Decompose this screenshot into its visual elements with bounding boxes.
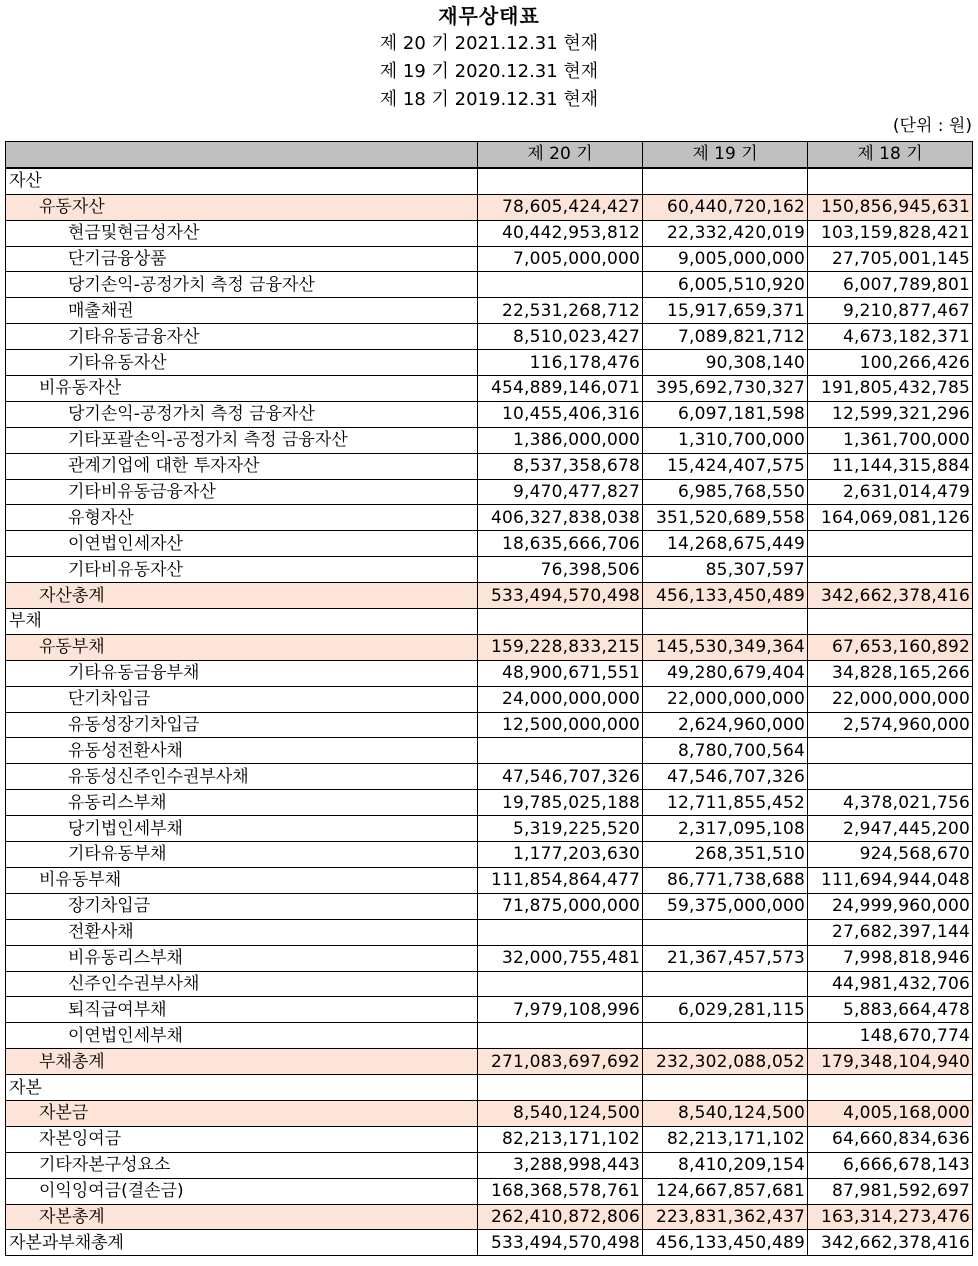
amount-period-19: 47,546,707,326 (643, 764, 808, 790)
account-label: 기타포괄손익-공정가치 측정 금융자산 (6, 427, 478, 453)
amount-period-19: 49,280,679,404 (643, 660, 808, 686)
amount-period-18: 22,000,000,000 (808, 686, 973, 712)
amount-period-20 (478, 971, 643, 997)
table-row (6, 1075, 973, 1101)
amount-period-19: 14,268,675,449 (643, 531, 808, 557)
amount-period-20 (478, 168, 643, 194)
amount-period-19: 6,985,768,550 (643, 479, 808, 505)
amount-period-18: 191,805,432,785 (808, 376, 973, 402)
amount-period-20: 111,854,864,477 (478, 867, 643, 893)
amount-period-19 (643, 971, 808, 997)
amount-period-18 (808, 557, 973, 583)
table-row (6, 1178, 973, 1204)
amount-period-19: 85,307,597 (643, 557, 808, 583)
amount-period-18: 342,662,378,416 (808, 583, 973, 609)
amount-period-18: 87,981,592,697 (808, 1178, 973, 1204)
amount-period-18: 11,144,315,884 (808, 453, 973, 479)
amount-period-18: 4,005,168,000 (808, 1100, 973, 1126)
amount-period-18: 100,266,426 (808, 350, 973, 376)
account-label: 기타유동부채 (6, 842, 478, 868)
amount-period-19: 90,308,140 (643, 350, 808, 376)
account-label: 기타유동금융자산 (6, 324, 478, 350)
table-row (6, 660, 973, 686)
amount-period-18: 12,599,321,296 (808, 401, 973, 427)
period-line-20: 제 20 기 2021.12.31 현재 (379, 33, 599, 54)
amount-period-19: 1,310,700,000 (643, 427, 808, 453)
amount-period-20: 3,288,998,443 (478, 1152, 643, 1178)
table-row (6, 764, 973, 790)
unit-label: (단위 : 원) (892, 116, 972, 136)
amount-period-19: 22,332,420,019 (643, 220, 808, 246)
amount-period-20: 10,455,406,316 (478, 401, 643, 427)
amount-period-20: 32,000,755,481 (478, 945, 643, 971)
amount-period-20: 454,889,146,071 (478, 376, 643, 402)
table-row (6, 583, 973, 609)
account-label: 당기손익-공정가치 측정 금융자산 (6, 401, 478, 427)
table-body (6, 168, 973, 1256)
amount-period-19: 7,089,821,712 (643, 324, 808, 350)
amount-period-19: 456,133,450,489 (643, 1230, 808, 1256)
table-row (6, 686, 973, 712)
table-row (6, 1204, 973, 1230)
amount-period-19: 9,005,000,000 (643, 246, 808, 272)
account-label: 기타비유동금융자산 (6, 479, 478, 505)
amount-period-18 (808, 1075, 973, 1101)
account-label: 자본금 (6, 1100, 478, 1126)
amount-period-19: 8,780,700,564 (643, 738, 808, 764)
table-row (6, 376, 973, 402)
amount-period-19: 22,000,000,000 (643, 686, 808, 712)
amount-period-18: 5,883,664,478 (808, 997, 973, 1023)
table-row (6, 505, 973, 531)
amount-period-18 (808, 531, 973, 557)
amount-period-19: 60,440,720,162 (643, 194, 808, 220)
account-label: 신주인수권부사채 (6, 971, 478, 997)
account-label: 자본 (6, 1075, 478, 1101)
amount-period-20: 8,510,023,427 (478, 324, 643, 350)
amount-period-18: 9,210,877,467 (808, 298, 973, 324)
account-label: 부채총계 (6, 1049, 478, 1075)
amount-period-18: 103,159,828,421 (808, 220, 973, 246)
amount-period-19: 145,530,349,364 (643, 634, 808, 660)
amount-period-20 (478, 1075, 643, 1101)
account-label: 유형자산 (6, 505, 478, 531)
amount-period-18: 27,682,397,144 (808, 919, 973, 945)
amount-period-19: 59,375,000,000 (643, 893, 808, 919)
account-label: 이연법인세부채 (6, 1023, 478, 1049)
amount-period-18 (808, 764, 973, 790)
amount-period-18 (808, 609, 973, 635)
table-row (6, 272, 973, 298)
amount-period-18: 342,662,378,416 (808, 1230, 973, 1256)
document-title: 재무상태표 (438, 4, 540, 28)
amount-period-20: 40,442,953,812 (478, 220, 643, 246)
table-row (6, 1023, 973, 1049)
amount-period-19: 223,831,362,437 (643, 1204, 808, 1230)
amount-period-20: 533,494,570,498 (478, 583, 643, 609)
account-label: 비유동리스부채 (6, 945, 478, 971)
amount-period-20: 168,368,578,761 (478, 1178, 643, 1204)
amount-period-20: 78,605,424,427 (478, 194, 643, 220)
amount-period-18: 164,069,081,126 (808, 505, 973, 531)
column-header-period-20: 제 20 기 (478, 142, 643, 168)
period-line-18: 제 18 기 2019.12.31 현재 (379, 89, 599, 110)
amount-period-20: 9,470,477,827 (478, 479, 643, 505)
amount-period-20: 19,785,025,188 (478, 790, 643, 816)
account-label: 자본과부채총계 (6, 1230, 478, 1256)
account-label: 장기차입금 (6, 893, 478, 919)
amount-period-19: 8,540,124,500 (643, 1100, 808, 1126)
amount-period-19: 8,410,209,154 (643, 1152, 808, 1178)
account-label: 이연법인세자산 (6, 531, 478, 557)
table-row (6, 427, 973, 453)
amount-period-20: 271,083,697,692 (478, 1049, 643, 1075)
table-row (6, 919, 973, 945)
amount-period-19 (643, 1023, 808, 1049)
amount-period-20 (478, 272, 643, 298)
amount-period-18: 64,660,834,636 (808, 1126, 973, 1152)
amount-period-19: 82,213,171,102 (643, 1126, 808, 1152)
amount-period-18: 7,998,818,946 (808, 945, 973, 971)
amount-period-19: 6,097,181,598 (643, 401, 808, 427)
account-label: 기타비유동자산 (6, 557, 478, 583)
table-row (6, 401, 973, 427)
table-row (6, 350, 973, 376)
account-label: 자산총계 (6, 583, 478, 609)
table-row (6, 634, 973, 660)
amount-period-19: 6,005,510,920 (643, 272, 808, 298)
amount-period-18: 4,378,021,756 (808, 790, 973, 816)
amount-period-18: 67,653,160,892 (808, 634, 973, 660)
table-row (6, 298, 973, 324)
table-row (6, 246, 973, 272)
amount-period-19: 456,133,450,489 (643, 583, 808, 609)
table-row (6, 220, 973, 246)
amount-period-18: 4,673,182,371 (808, 324, 973, 350)
table-row (6, 738, 973, 764)
amount-period-20: 7,005,000,000 (478, 246, 643, 272)
table-row (6, 557, 973, 583)
account-label: 당기손익-공정가치 측정 금융자산 (6, 272, 478, 298)
amount-period-20: 76,398,506 (478, 557, 643, 583)
amount-period-20: 116,178,476 (478, 350, 643, 376)
amount-period-20: 533,494,570,498 (478, 1230, 643, 1256)
account-label: 매출채권 (6, 298, 478, 324)
amount-period-20: 47,546,707,326 (478, 764, 643, 790)
amount-period-20 (478, 919, 643, 945)
amount-period-18: 34,828,165,266 (808, 660, 973, 686)
period-line-19: 제 19 기 2020.12.31 현재 (379, 61, 599, 82)
account-label: 유동리스부채 (6, 790, 478, 816)
table-row (6, 194, 973, 220)
amount-period-18: 148,670,774 (808, 1023, 973, 1049)
amount-period-20: 8,540,124,500 (478, 1100, 643, 1126)
column-header-period-19: 제 19 기 (643, 142, 808, 168)
amount-period-20: 12,500,000,000 (478, 712, 643, 738)
account-label: 유동성신주인수권부사채 (6, 764, 478, 790)
account-label: 관계기업에 대한 투자자산 (6, 453, 478, 479)
table-row (6, 453, 973, 479)
amount-period-19 (643, 168, 808, 194)
amount-period-18: 1,361,700,000 (808, 427, 973, 453)
table-row (6, 168, 973, 194)
amount-period-18: 2,631,014,479 (808, 479, 973, 505)
amount-period-18: 150,856,945,631 (808, 194, 973, 220)
account-label: 단기금융상품 (6, 246, 478, 272)
account-label: 퇴직급여부채 (6, 997, 478, 1023)
amount-period-20: 1,177,203,630 (478, 842, 643, 868)
amount-period-19: 232,302,088,052 (643, 1049, 808, 1075)
table-row (6, 1126, 973, 1152)
amount-period-18: 24,999,960,000 (808, 893, 973, 919)
amount-period-20: 48,900,671,551 (478, 660, 643, 686)
amount-period-20 (478, 738, 643, 764)
account-label: 자본잉여금 (6, 1126, 478, 1152)
amount-period-20: 159,228,833,215 (478, 634, 643, 660)
amount-period-18: 44,981,432,706 (808, 971, 973, 997)
table-row (6, 997, 973, 1023)
amount-period-20 (478, 609, 643, 635)
account-label: 현금및현금성자산 (6, 220, 478, 246)
amount-period-18: 27,705,001,145 (808, 246, 973, 272)
amount-period-19: 2,317,095,108 (643, 816, 808, 842)
amount-period-20: 82,213,171,102 (478, 1126, 643, 1152)
account-label: 이익잉여금(결손금) (6, 1178, 478, 1204)
table-row (6, 1230, 973, 1256)
table-row (6, 816, 973, 842)
amount-period-20: 18,635,666,706 (478, 531, 643, 557)
account-label: 기타자본구성요소 (6, 1152, 478, 1178)
table-row (6, 867, 973, 893)
amount-period-19: 268,351,510 (643, 842, 808, 868)
account-label: 유동부채 (6, 634, 478, 660)
table-row (6, 324, 973, 350)
amount-period-19: 395,692,730,327 (643, 376, 808, 402)
amount-period-20 (478, 1023, 643, 1049)
amount-period-19 (643, 609, 808, 635)
amount-period-18: 6,007,789,801 (808, 272, 973, 298)
amount-period-20: 22,531,268,712 (478, 298, 643, 324)
amount-period-18: 6,666,678,143 (808, 1152, 973, 1178)
table-row (6, 479, 973, 505)
amount-period-19: 21,367,457,573 (643, 945, 808, 971)
amount-period-18: 924,568,670 (808, 842, 973, 868)
account-label: 부채 (6, 609, 478, 635)
account-label: 비유동부채 (6, 867, 478, 893)
account-label: 자본총계 (6, 1204, 478, 1230)
account-label: 전환사채 (6, 919, 478, 945)
amount-period-19 (643, 1075, 808, 1101)
table-header-row (6, 142, 973, 168)
amount-period-19 (643, 919, 808, 945)
table-row (6, 712, 973, 738)
amount-period-18: 2,574,960,000 (808, 712, 973, 738)
table-row (6, 893, 973, 919)
amount-period-19: 2,624,960,000 (643, 712, 808, 738)
account-label: 단기차입금 (6, 686, 478, 712)
table-row (6, 1152, 973, 1178)
amount-period-18: 179,348,104,940 (808, 1049, 973, 1075)
table-row (6, 1100, 973, 1126)
table-row (6, 971, 973, 997)
amount-period-20: 5,319,225,520 (478, 816, 643, 842)
table-row (6, 842, 973, 868)
amount-period-20: 8,537,358,678 (478, 453, 643, 479)
amount-period-19: 6,029,281,115 (643, 997, 808, 1023)
table-row (6, 531, 973, 557)
amount-period-19: 351,520,689,558 (643, 505, 808, 531)
table-row (6, 790, 973, 816)
amount-period-19: 86,771,738,688 (643, 867, 808, 893)
column-header-account (6, 142, 478, 168)
table-row (6, 609, 973, 635)
amount-period-19: 15,424,407,575 (643, 453, 808, 479)
table-row (6, 1049, 973, 1075)
amount-period-20: 24,000,000,000 (478, 686, 643, 712)
account-label: 기타유동금융부채 (6, 660, 478, 686)
account-label: 비유동자산 (6, 376, 478, 402)
amount-period-20: 262,410,872,806 (478, 1204, 643, 1230)
amount-period-18 (808, 168, 973, 194)
amount-period-19: 124,667,857,681 (643, 1178, 808, 1204)
balance-sheet-table (5, 141, 973, 1256)
amount-period-19: 12,711,855,452 (643, 790, 808, 816)
amount-period-18 (808, 738, 973, 764)
account-label: 유동자산 (6, 194, 478, 220)
table-row (6, 945, 973, 971)
column-header-period-18: 제 18 기 (808, 142, 973, 168)
account-label: 유동성장기차입금 (6, 712, 478, 738)
amount-period-20: 71,875,000,000 (478, 893, 643, 919)
amount-period-19: 15,917,659,371 (643, 298, 808, 324)
amount-period-18: 111,694,944,048 (808, 867, 973, 893)
account-label: 유동성전환사채 (6, 738, 478, 764)
amount-period-18: 163,314,273,476 (808, 1204, 973, 1230)
amount-period-20: 7,979,108,996 (478, 997, 643, 1023)
amount-period-20: 1,386,000,000 (478, 427, 643, 453)
account-label: 당기법인세부채 (6, 816, 478, 842)
account-label: 기타유동자산 (6, 350, 478, 376)
account-label: 자산 (6, 168, 478, 194)
amount-period-18: 2,947,445,200 (808, 816, 973, 842)
amount-period-20: 406,327,838,038 (478, 505, 643, 531)
